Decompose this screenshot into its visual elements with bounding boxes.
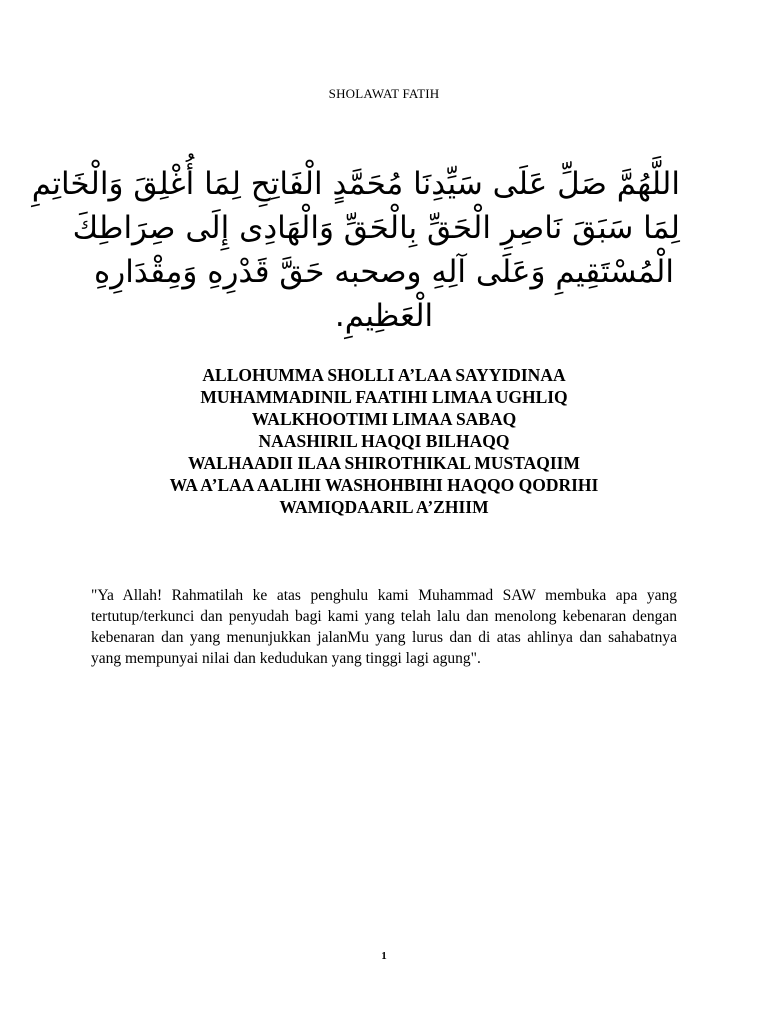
arabic-text-block <box>31 162 680 338</box>
transliteration-line: WALHAADII ILAA SHIROTHIKAL MUSTAQIIM <box>187 453 581 473</box>
transliteration-line: ALLOHUMMA SHOLLI A’LAA SAYYIDINAA <box>202 365 566 385</box>
translation-paragraph: "Ya Allah! Rahmatilah ke atas penghulu kami Muhammad SAW membuka apa yang tertutup/terkunci dan penyudah bagi kami yang telah lalu dan menolong kebenaran dengan kebenaran dan yang menunjukkan jalanMu yang lurus dan di atas ahlinya dan sahabatnya yang mempunyai nilai dan kedudukan yang tinggi lagi agung". <box>91 587 677 667</box>
transliteration-line: MUHAMMADINIL FAATIHI LIMAA UGHLIQ <box>200 387 568 407</box>
transliteration-line: WAMIQDAARIL A’ZHIIM <box>279 497 489 517</box>
transliteration-line: NAASHIRIL HAQQI BILHAQQ <box>258 431 510 451</box>
arabic-line: الْعَظِيمِ. <box>334 298 434 334</box>
transliteration-line: WALKHOOTIMI LIMAA SABAQ <box>251 409 517 429</box>
page-number: 1 <box>381 950 387 962</box>
arabic-line: اللَّهُمَّ صَلِّ عَلَى سَيِّدِنَا مُحَمَّدٍ الْفَاتِحِ لِمَا أُغْلِقَ وَالْخَاتِمِ <box>31 166 680 202</box>
document-title: SHOLAWAT FATIH <box>328 86 440 101</box>
transliteration-block <box>0 364 768 518</box>
transliteration-line: WA A’LAA AALIHI WASHOHBIHI HAQQO QODRIHI <box>169 475 599 495</box>
arabic-line: لِمَا سَبَقَ نَاصِرِ الْحَقِّ بِالْحَقِّ وَالْهَادِى إِلَى صِرَاطِكَ <box>72 210 680 246</box>
arabic-line: الْمُسْتَقِيمِ وَعَلَى آلِهِ وصحبه حَقَّ قَدْرِهِ وَمِقْدَارِهِ <box>94 254 674 290</box>
